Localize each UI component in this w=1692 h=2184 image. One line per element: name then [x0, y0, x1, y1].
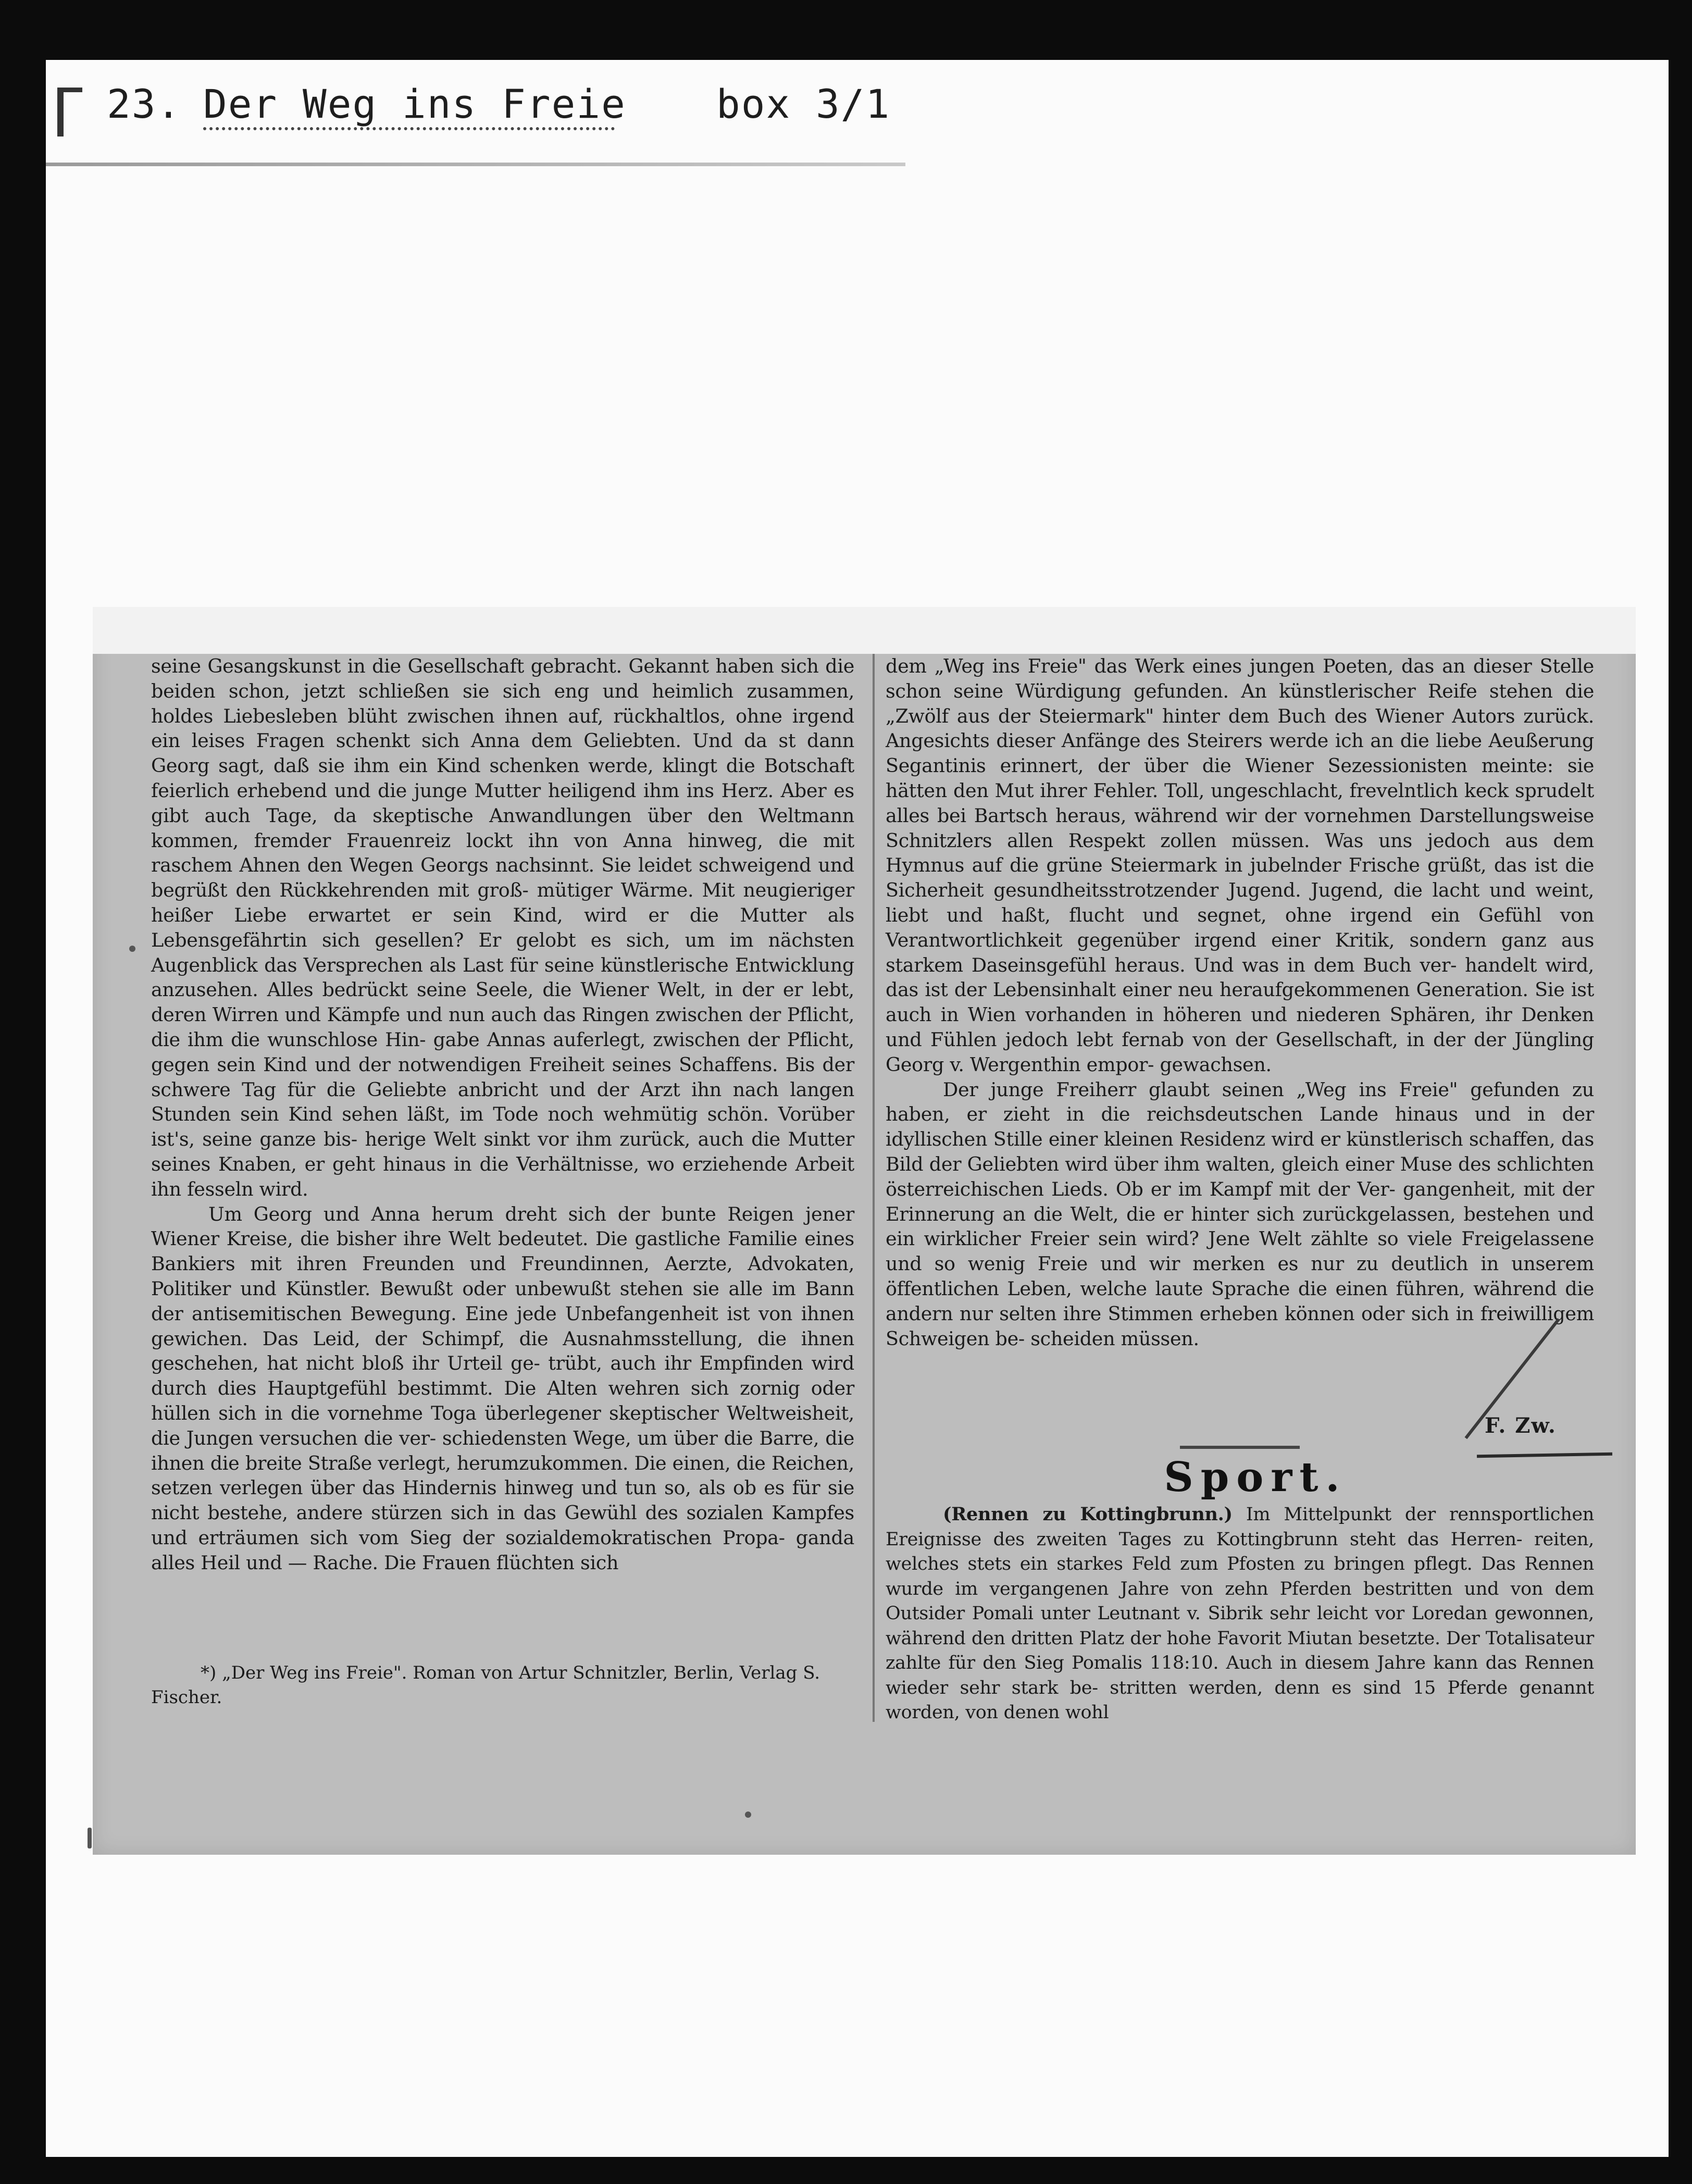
right-paragraph-2: Der junge Freiherr glaubt seinen „Weg ins Freie" gefunden zu haben, er zieht in die reichsdeutschen Lande hinaus und in der idyllischen Stille einer kleinen Residenz wird er künstlerisch schaffen, das Bild der Geliebten wird über ihm walten, gleich einer Muse des schlichten österreichischen Lieds. Ob er im Kampf mit der Ver- gangenheit, mit der Erinnerung an die Welt, die er hinter sich zurückgelassen, bestehen und ein wirklicher Freier sein wird? Jene Welt zählte so viele Freigelassene und so wenig Freie und wir merken es nur zu deutlich in unserem öffentlichen Leben, welche laute Sprache die einen führen, während die andern nur selten ihre Stimmen erheben können oder sich in freiwilligem Schweigen be- scheiden müssen.: [886, 1078, 1594, 1350]
footnote: [151, 1661, 854, 1710]
column-divider: [873, 654, 875, 1722]
clipping-top-band: [93, 607, 1636, 654]
header-number: 23.: [107, 81, 182, 127]
header-rule: [46, 163, 905, 166]
paper-speck: [129, 946, 135, 952]
footnote-text: „Der Weg ins Freie". Roman von Artur Schnitzler, Berlin, Verlag S. Fischer.: [151, 1662, 820, 1708]
paper-speck: [745, 1811, 751, 1818]
sport-section: [886, 1502, 1594, 1726]
paper-speck: [88, 1828, 92, 1848]
header-title: Der Weg ins Freie: [203, 81, 626, 127]
author-signature: F. Zw.: [1485, 1413, 1557, 1438]
footnote-marker: *): [201, 1662, 217, 1683]
sport-text: Im Mittelpunkt der rennsportlichen Ereignisse des zweiten Tages zu Kottingbrunn steht das Herren- reiten, welches stets ein starkes Feld zum Pfosten zu bringen pflegt. Das Rennen wurde im vergangenen Jahre von zehn Pferden bestritten und von dem Outsider Pomali unter Leutnant v. Sibrik sehr leicht vor Loredan gewonnen, während den dritten Platz der hohe Favorit Miutan besetzte. Der Totalisateur zahlte für den Sieg Pomalis 118:10. Auch in diesem Jahre kann das Rennen wieder sehr stark be- stritten werden, denn es sind 15 Pferde genannt worden, von denen wohl: [886, 1504, 1595, 1723]
left-paragraph-1: seine Gesangskunst in die Gesellschaft gebracht. Gekannt haben sich die beiden schon, jetzt schließen sie sich eng und heimlich zusammen, holdes Liebesleben blüht zwischen ihnen auf, rückhaltlos, ohne irgend ein leises Fragen schenkt sich Anna dem Geliebten. Und da st dann Georg sagt, daß sie ihm ein Kind schenken werde, klingt die Botschaft feierlich erhebend und die junge Mutter heiligend ihm ins Herz. Aber es gibt auch Tage, da skeptische Anwandlungen über den Weltmann kommen, fremder Frauenreiz lockt ihn von Anna hinweg, die mit raschem Ahnen den Wegen Georgs nachsinnt. Sie leidet schweigend und begrüßt den Rückkehrenden mit groß- mütiger Wärme. Mit neugieriger heißer Liebe erwartet er sein Kind, wird er die Mutter als Lebensgefährtin sich gesellen? Er gelobt es sich, um im nächsten Augenblick das Versprechen als Last für seine künstlerische Entwicklung anzusehen. Alles bedrückt seine Seele, die Wiener Welt, in der er lebt, deren Wirren und Kämpfe und nun auch das Ringen zwischen der Pflicht, die ihm die wunschlose Hin- gabe Annas auferlegt, zwischen der Pflicht, gegen sein Kind und der notwendigen Freiheit seines Schaffens. Bis der schwere Tag für die Geliebte anbricht und der Arzt ihn nach langen Stunden sein Kind sehen läßt, im Tode noch wehmütig schön. Vorüber ist's, seine ganze bis- herige Welt sinkt vor ihm zurück, auch die Mutter seines Knaben, er geht hinaus in die Verhältnisse, wo erziehende Arbeit ihn fesseln wird.: [151, 655, 854, 1200]
right-paragraph-1: dem „Weg ins Freie" das Werk eines jungen Poeten, das an dieser Stelle schon seine Würdigung gefunden. An künstlerischer Reife stehen die „Zwölf aus der Steiermark" hinter dem Buch des Wiener Autors zurück. Angesichts dieser Anfänge des Steirers werde ich an die liebe Aeußerung Segantinis erinnert, der über die Wiener Sezessionisten meinte: sie hätten den Mut ihrer Fehler. Toll, ungeschlacht, frevelntlich keck sprudelt alles bei Bartsch heraus, während wir der vornehmen Darstellungsweise Schnitzlers allen Respekt zollen müssen. Was uns jedoch aus dem Hymnus auf die grüne Steiermark in jubelnder Frische grüßt, das ist die Sicherheit gesundheitsstrotzender Jugend. Jugend, die lacht und weint, liebt und haßt, flucht und segnet, ohne irgend ein Gefühl von Verantwortlichkeit gegenüber irgend einer Kritik, sondern ganz aus starkem Daseinsgefühl heraus. Und was in dem Buch ver- handelt wird, das ist der Lebensinhalt einer neu heraufgekommenen Generation. Sie ist auch in Wien vorhanden in höheren und niederen Sphären, ihr Denken und Fühlen jedoch lebt fernab von der Gesellschaft, in der der Jüngling Georg v. Wergenthin empor- gewachsen.: [886, 655, 1594, 1076]
section-separator: [1180, 1446, 1300, 1449]
corner-mark-stem: [57, 90, 64, 136]
left-paragraph-2: Um Georg und Anna herum dreht sich der bunte Reigen jener Wiener Kreise, die bisher ihre Welt bedeutet. Die gastliche Familie eines Bankiers mit ihren Freunden und Freundinnen, Aerzte, Advokaten, Politiker und Künstler. Bewußt oder unbewußt stehen sie alle im Bann der antisemitischen Bewegung. Eine jede Unbefangenheit ist von ihnen gewichen. Das Leid, der Schimpf, die Ausnahmsstellung, die ihnen geschehen, hat nicht bloß ihr Urteil ge- trübt, auch ihr Empfinden wird durch dies Hauptgefühl bestimmt. Die Alten wehren sich zornig oder hüllen sich in die vornehme Toga überlegener skeptischer Weltweisheit, die Jungen versuchen die ver- schiedensten Wege, um über die Barre, die ihnen die breite Straße verlegt, herumzukommen. Die einen, die Reichen, setzen verlegen über das Hindernis hinweg und tun so, als ob es für sie nicht bestehe, andere stürzen sich in das Gewühl des sozialen Kampfes und erträumen sich vom Sieg der sozialdemokratischen Propa- ganda alles Heil und — Rache. Die Frauen flüchten sich: [151, 1202, 854, 1574]
sport-lead: (Rennen zu Kottingbrunn.): [943, 1504, 1233, 1525]
right-column: [886, 654, 1594, 1351]
sport-heading: Sport.: [1164, 1454, 1347, 1501]
left-column: [151, 654, 854, 1575]
title-underline: [203, 127, 615, 130]
box-label: box 3/1: [716, 81, 891, 127]
